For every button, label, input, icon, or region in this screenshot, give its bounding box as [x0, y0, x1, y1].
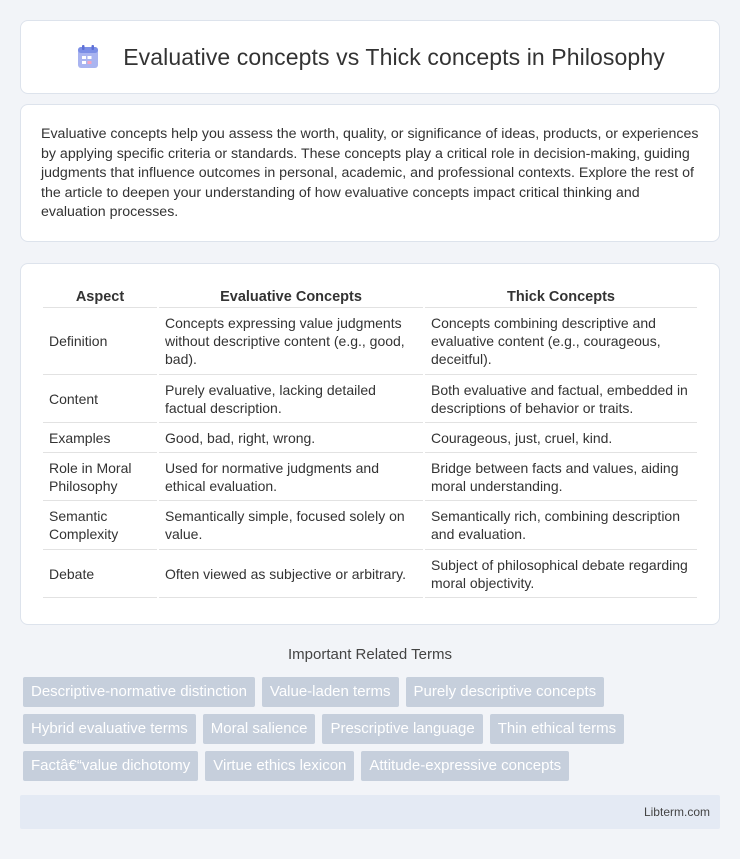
- related-term-tag[interactable]: Attitude-expressive concepts: [361, 751, 569, 781]
- intro-text: Evaluative concepts help you assess the worth, quality, or significance of ideas, products, or experiences by applying specific criteria or standards. These concepts play a critical role in decision-making, guiding judgments that influence outcomes in personal, academic, and professional contexts. Explore the rest of the article to deepen your understanding of how evaluative concepts impact critical thinking and evaluation processes.: [41, 126, 699, 221]
- row-evaluative: Used for normative judgments and ethical evaluation.: [159, 453, 423, 501]
- row-evaluative: Often viewed as subjective or arbitrary.: [159, 550, 423, 598]
- row-aspect: Debate: [43, 550, 157, 598]
- footer-brand-link[interactable]: Libterm.com: [643, 805, 710, 819]
- title-card: [20, 20, 720, 94]
- table-row: [43, 423, 697, 453]
- intro-card: [20, 104, 720, 242]
- row-aspect: Content: [43, 375, 157, 423]
- comparison-card: [20, 263, 720, 625]
- related-terms-list: [23, 677, 723, 788]
- row-thick: Semantically rich, combining description and evaluation.: [425, 501, 697, 550]
- table-row: [43, 308, 697, 375]
- row-thick: Courageous, just, cruel, kind.: [425, 423, 697, 453]
- related-term-tag[interactable]: Value-laden terms: [262, 677, 399, 707]
- document-icon: [75, 44, 101, 70]
- related-term-tag[interactable]: Thin ethical terms: [490, 714, 624, 744]
- row-evaluative: Good, bad, right, wrong.: [159, 423, 423, 453]
- column-header-aspect: Aspect: [43, 284, 157, 308]
- related-term-tag[interactable]: Moral salience: [203, 714, 316, 744]
- row-thick: Subject of philosophical debate regarding moral objectivity.: [425, 550, 697, 598]
- row-aspect: Examples: [43, 423, 157, 453]
- related-term-tag[interactable]: Descriptive-normative distinction: [23, 677, 255, 707]
- tag-row: [23, 751, 723, 781]
- row-evaluative: Concepts expressing value judgments without descriptive content (e.g., good, bad).: [159, 308, 423, 375]
- row-aspect: Semantic Complexity: [43, 501, 157, 550]
- comparison-table: [41, 284, 699, 598]
- tag-row: [23, 677, 723, 707]
- tag-row: [23, 714, 723, 744]
- column-header-evaluative: Evaluative Concepts: [159, 284, 423, 308]
- row-evaluative: Purely evaluative, lacking detailed factual description.: [159, 375, 423, 423]
- row-evaluative: Semantically simple, focused solely on value.: [159, 501, 423, 550]
- related-term-tag[interactable]: Factâ€“value dichotomy: [23, 751, 198, 781]
- table-row: [43, 453, 697, 501]
- row-aspect: Role in Moral Philosophy: [43, 453, 157, 501]
- related-terms-heading: Important Related Terms: [288, 646, 452, 663]
- table-header-row: [43, 284, 697, 308]
- related-term-tag[interactable]: Virtue ethics lexicon: [205, 751, 354, 781]
- footer-bar: [20, 795, 720, 829]
- table-row: [43, 501, 697, 550]
- row-aspect: Definition: [43, 308, 157, 375]
- table-row: [43, 550, 697, 598]
- related-term-tag[interactable]: Hybrid evaluative terms: [23, 714, 196, 744]
- row-thick: Bridge between facts and values, aiding moral understanding.: [425, 453, 697, 501]
- related-term-tag[interactable]: Purely descriptive concepts: [406, 677, 605, 707]
- page-title: Evaluative concepts vs Thick concepts in Philosophy: [123, 43, 665, 70]
- column-header-thick: Thick Concepts: [425, 284, 697, 308]
- related-term-tag[interactable]: Prescriptive language: [322, 714, 482, 744]
- row-thick: Concepts combining descriptive and evaluative content (e.g., courageous, deceitful).: [425, 308, 697, 375]
- table-row: [43, 375, 697, 423]
- row-thick: Both evaluative and factual, embedded in descriptions of behavior or traits.: [425, 375, 697, 423]
